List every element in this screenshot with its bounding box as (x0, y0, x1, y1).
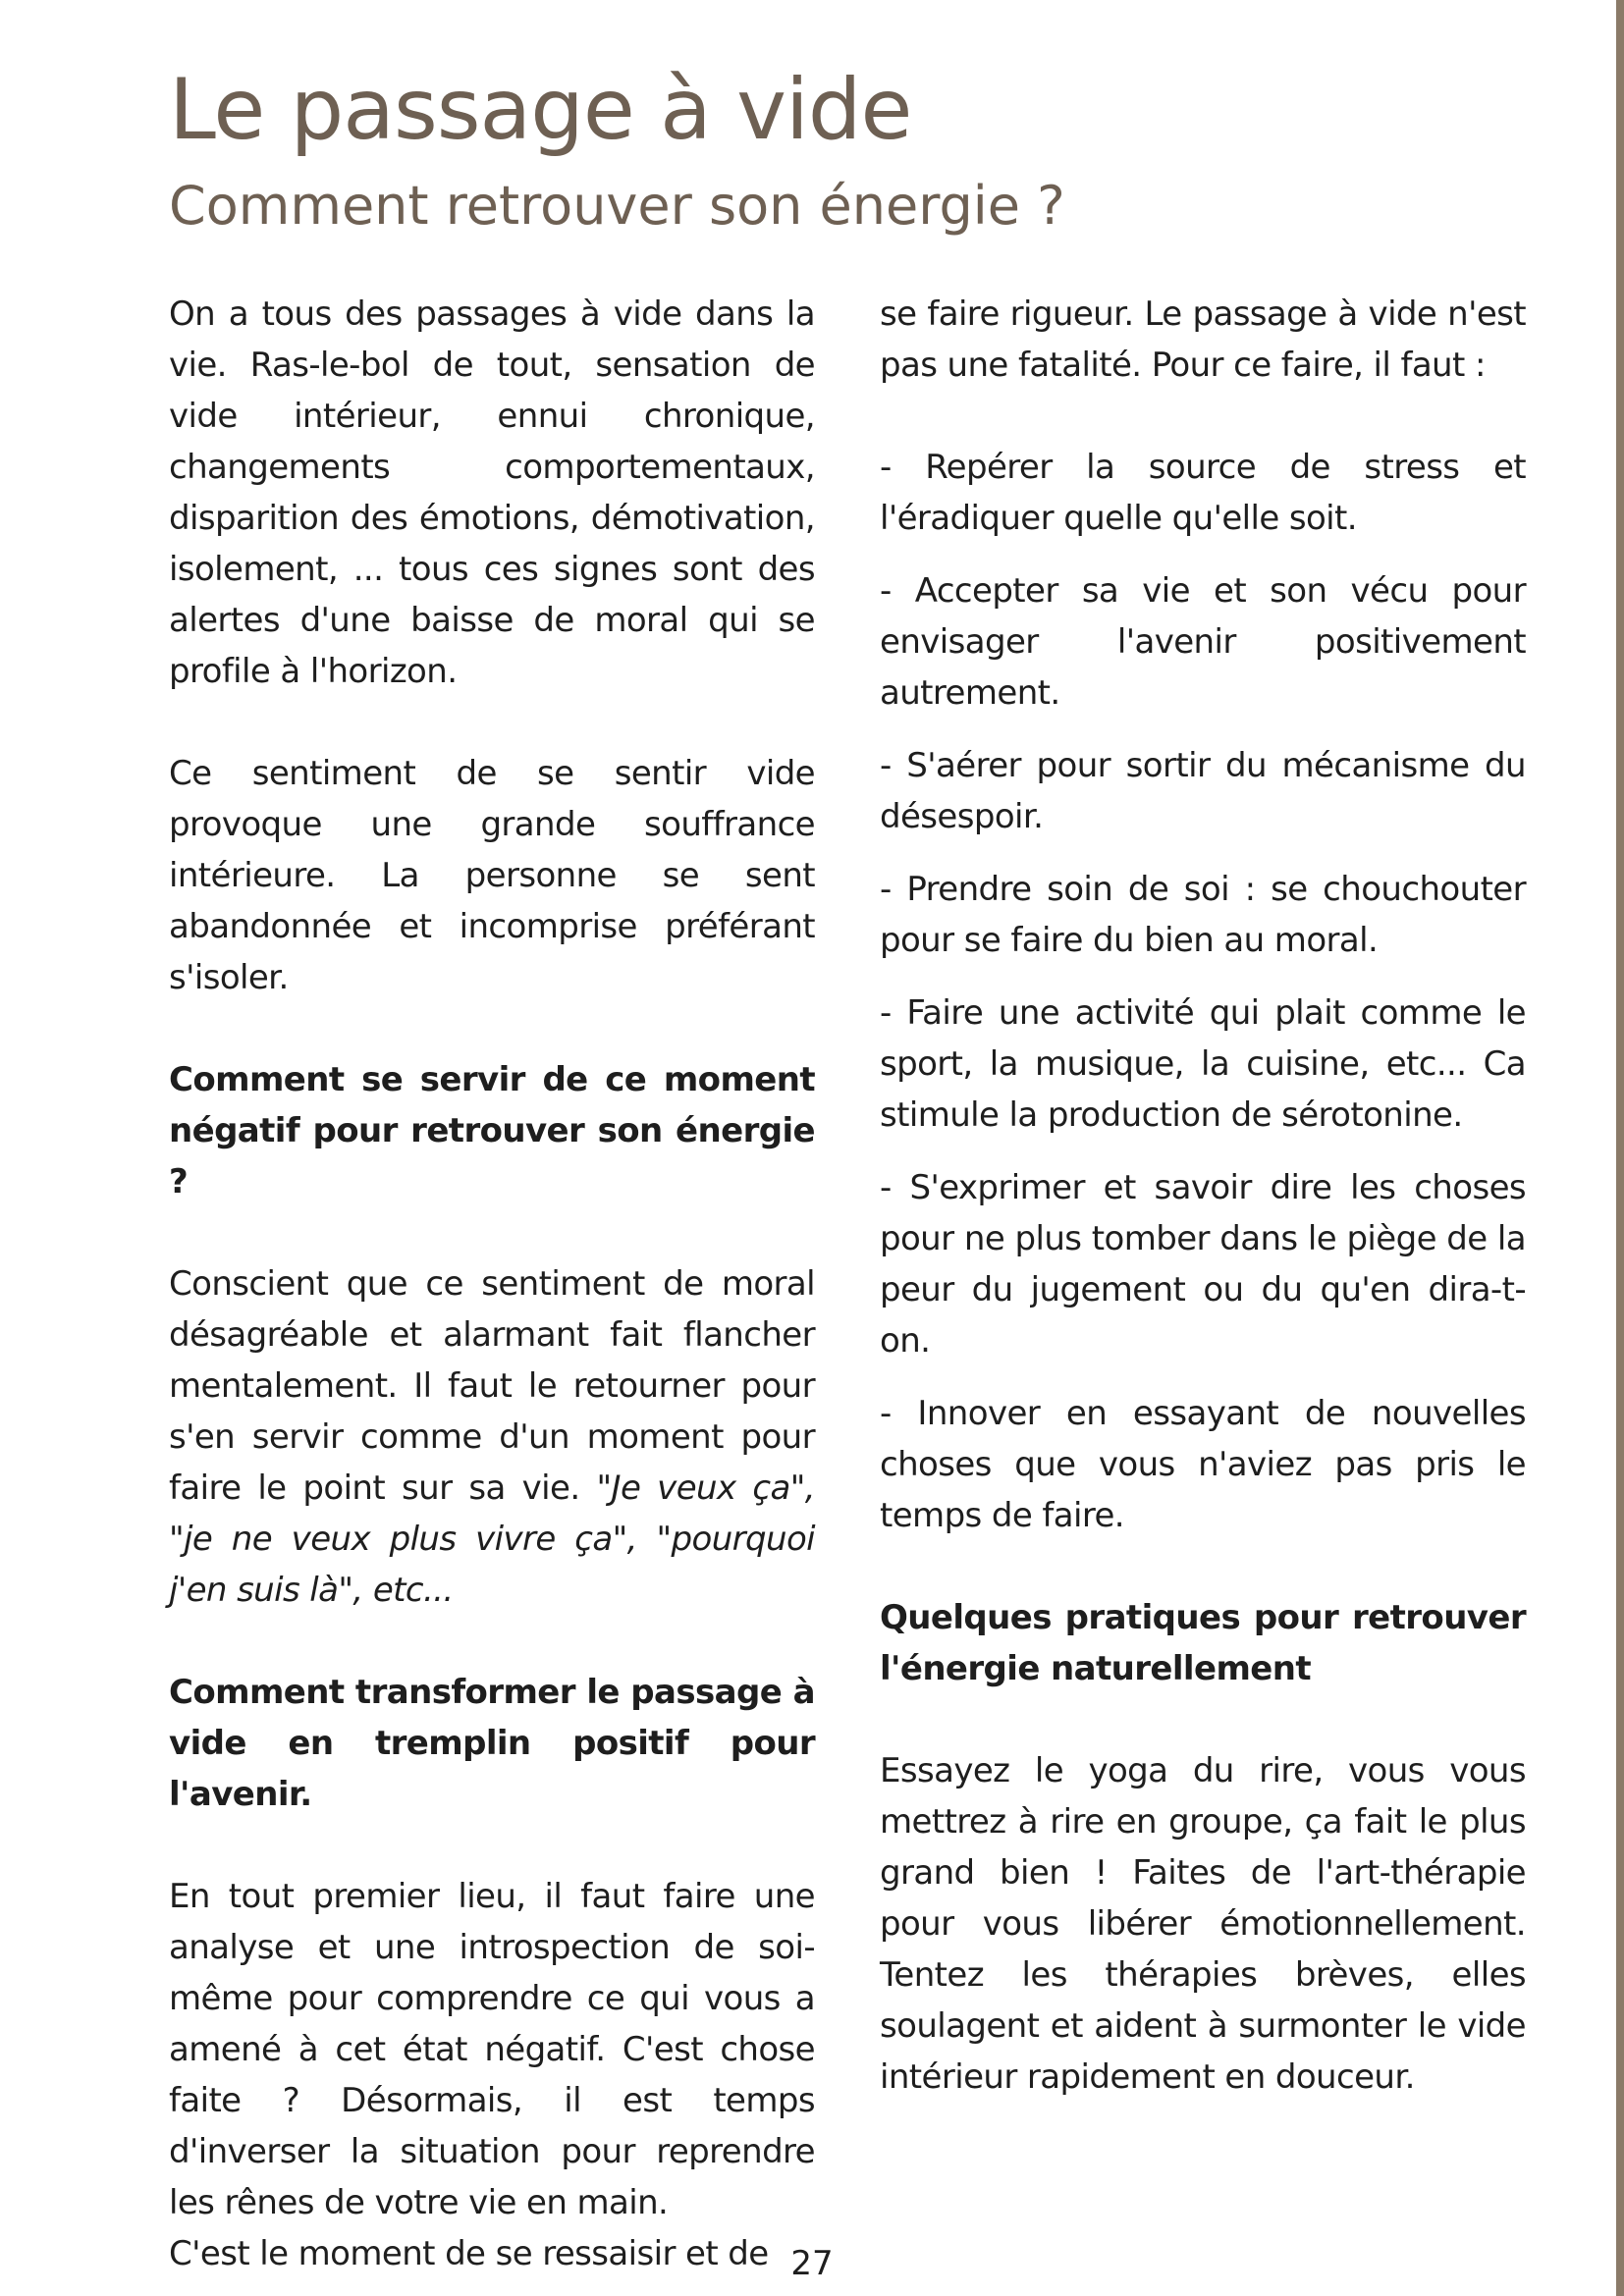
right-column (880, 289, 1526, 2103)
left-paragraph-3-text: Conscient que ce sentiment de moral désagréable et alarmant fait flancher mentalement. Il faut le retourner pour s'en servir comme d'un moment pour faire le point sur sa vie. (169, 1264, 815, 1508)
left-paragraph-1: On a tous des passages à vide dans la vie. Ras-le-bol de tout, sensation de vide intérieur, ennui chronique, changements comportementaux, disparition des émotions, démotivation, isolement, ... tous ces signes sont des alertes d'une baisse de moral qui se profile à l'horizon. (169, 294, 815, 691)
left-paragraph-3-quotes: "Je veux ça", "je ne veux plus vivre ça", "pourquoi j'en suis là", etc... (169, 1468, 815, 1610)
left-paragraph-2: Ce sentiment de se sentir vide provoque une grande souffrance intérieure. La personne se sent abandonnée et incomprise préférant s'isoler. (169, 754, 815, 997)
section-heading-3: Quelques pratiques pour retrouver l'énergie naturellement (880, 1598, 1526, 1688)
list-item-1: - Repérer la source de stress et l'éradiquer quelle qu'elle soit. (880, 448, 1526, 538)
list-item-4: - Prendre soin de soi : se chouchouter pour se faire du bien au moral. (880, 870, 1526, 960)
list-item-5: - Faire une activité qui plait comme le sport, la musique, la cuisine, etc... Ca stimule la production de sérotonine. (880, 993, 1526, 1135)
left-paragraph-3 (169, 1258, 815, 1616)
page-subtitle: Comment retrouver son énergie ? (169, 175, 1065, 237)
section-heading-1: Comment se servir de ce moment négatif pour retrouver son énergie ? (169, 1060, 815, 1201)
list-item-6: - S'exprimer et savoir dire les choses pour ne plus tomber dans le piège de la peur du jugement ou du qu'en dira-t-on. (880, 1168, 1526, 1361)
page-title: Le passage à vide (169, 61, 912, 159)
list-item-2: - Accepter sa vie et son vécu pour envisager l'avenir positivement autrement. (880, 571, 1526, 713)
right-paragraph-2: Essayez le yoga du rire, vous vous mettrez à rire en groupe, ça fait le plus grand bien ! Faites de l'art-thérapie pour vous libérer émotionnellement. Tentez les thérapies brèves, elles soulagent et aident à surmonter le vide intérieur rapidement en douceur. (880, 1751, 1526, 2097)
left-column (169, 289, 815, 2279)
left-paragraph-4: En tout premier lieu, il faut faire une analyse et une introspection de soi-même pour comprendre ce qui vous a amené à cet état négatif. C'est chose faite ? Désormais, il est temps d'inverser la situation pour reprendre les rênes de votre vie en main. (169, 1877, 815, 2222)
list-item-3: - S'aérer pour sortir du mécanisme du désespoir. (880, 746, 1526, 836)
left-paragraph-5: C'est le moment de se ressaisir et de (169, 2234, 769, 2273)
page-edge-strip (1616, 0, 1624, 2296)
list-item-7: - Innover en essayant de nouvelles choses que vous n'aviez pas pris le temps de faire. (880, 1394, 1526, 1535)
section-heading-2: Comment transformer le passage à vide en tremplin positif pour l'avenir. (169, 1673, 815, 1814)
page-number: 27 (790, 2244, 834, 2283)
right-paragraph-1: se faire rigueur. Le passage à vide n'est pas une fatalité. Pour ce faire, il faut : (880, 294, 1526, 385)
